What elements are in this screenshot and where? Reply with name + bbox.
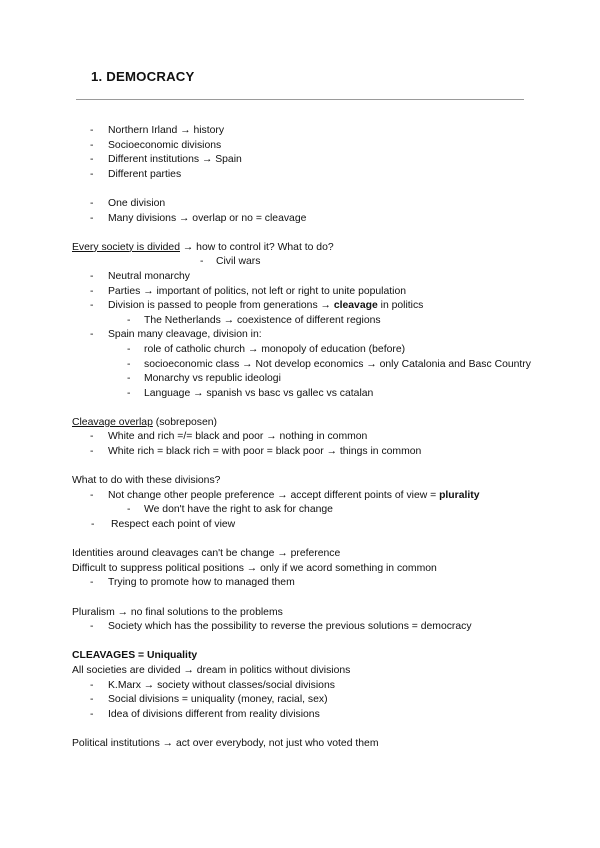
list-item: - Different parties (72, 168, 542, 183)
sub-list-item: - Monarchy vs republic ideologi (72, 372, 542, 387)
sub-list-item: - socioeconomic class → Not develop economics → only Catalonia and Basc Country (72, 358, 542, 373)
list-item: - Society which has the possibility to reverse the previous solutions = democracy (72, 620, 542, 635)
list-item: - Different institutions → Spain (72, 153, 542, 168)
list-item: - Respect each point of view (72, 518, 542, 533)
paragraph-line: Difficult to suppress political positions → only if we acord something in common (72, 562, 437, 574)
sub-list-item: - We don't have the right to ask for change (72, 503, 542, 518)
sub-list-item: - role of catholic church → monopoly of education (before) (72, 343, 542, 358)
underlined-phrase: Every society is divided (72, 241, 180, 253)
list-item: - Many divisions → overlap or no = cleavage (72, 212, 542, 227)
list-item: - Trying to promote how to managed them (72, 576, 542, 591)
list-item: - Neutral monarchy (72, 270, 542, 285)
paragraph-line: Identities around cleavages can't be change → preference (72, 548, 341, 560)
list-item: - White and rich =/= black and poor → nothing in common (72, 430, 542, 445)
paragraph-line: Political institutions → act over everybody, not just who voted them (72, 737, 379, 749)
list-item: - One division (72, 197, 542, 212)
bold-term: plurality (439, 489, 480, 501)
title-divider (76, 99, 524, 100)
notes-body (72, 124, 542, 752)
sub-list-item: - Language → spanish vs basc vs gallec vs catalan (72, 387, 542, 402)
sub-list-item: - The Netherlands → coexistence of different regions (72, 314, 542, 329)
list-item (72, 299, 542, 314)
list-item: - White rich = black rich = with poor = black poor → things in common (72, 445, 542, 460)
heading-rest: → how to control it? What to do? (180, 241, 334, 253)
list-item: - Socioeconomic divisions (72, 139, 542, 154)
list-item: - Spain many cleavage, division in: (72, 328, 542, 343)
list-item: - Civil wars (72, 255, 542, 270)
section-heading-every-society (72, 241, 542, 256)
list-item: - K.Marx → society without classes/social divisions (72, 679, 542, 694)
text-part: Not change other people preference → accept different points of view = (108, 489, 440, 501)
list-item (72, 489, 542, 504)
heading-rest: (sobreposen) (152, 416, 217, 428)
list-item: - Parties → important of politics, not left or right to unite population (72, 285, 542, 300)
section-heading-overlap (72, 416, 542, 431)
page-title: 1. DEMOCRACY (91, 69, 195, 84)
list-item: - Northern Irland → history (72, 124, 542, 139)
text-part: Division is passed to people from generations → (108, 300, 334, 312)
section-question: What to do with these divisions? (72, 475, 221, 487)
bold-term: cleavage (333, 300, 378, 312)
underlined-phrase: Cleavage overlap (72, 416, 153, 428)
list-item: - Social divisions = uniquality (money, racial, sex) (72, 693, 542, 708)
text-part: in politics (377, 300, 424, 312)
list-item: - Idea of divisions different from reality divisions (72, 708, 542, 723)
paragraph-line: All societies are divided → dream in politics without divisions (72, 664, 351, 676)
section-heading-cleavages: CLEAVAGES = Uniquality (72, 650, 198, 662)
paragraph-line: Pluralism → no final solutions to the problems (72, 606, 283, 618)
